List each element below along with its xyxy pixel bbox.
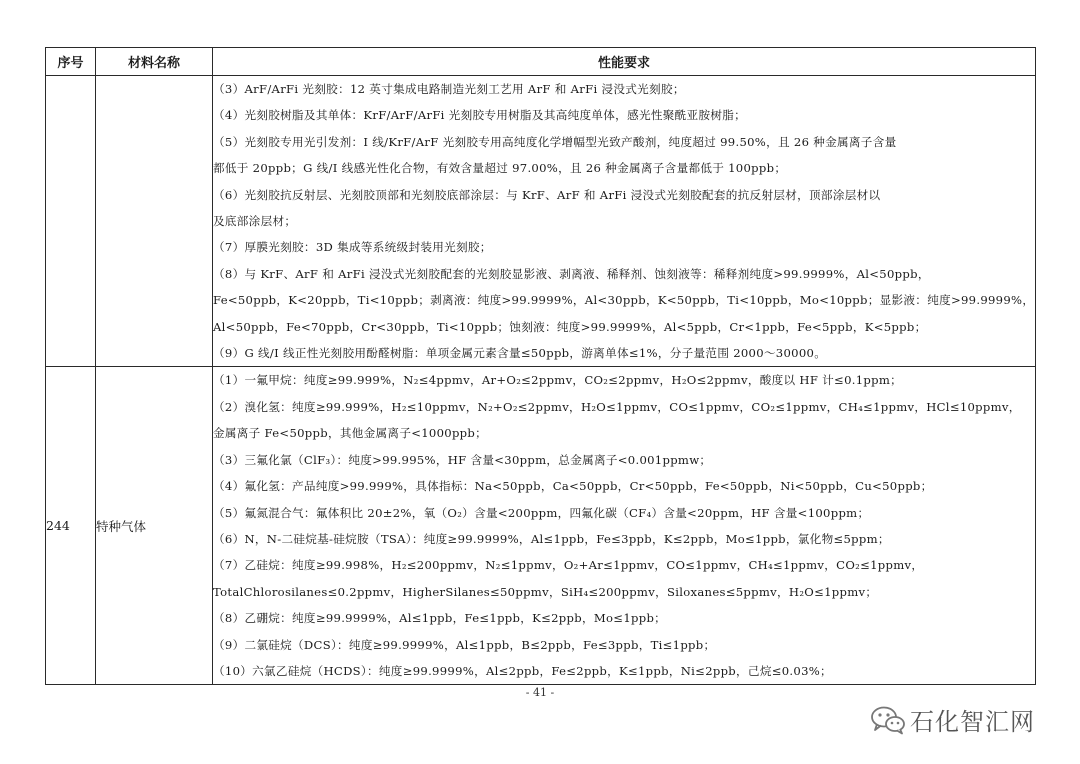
requirements-table: [45, 47, 1036, 685]
table-header-row: [46, 48, 1036, 76]
row-performance-requirements: [213, 367, 1036, 685]
requirement-line: 金属离子 Fe<50ppb，其他金属离子<1000ppb；: [213, 426, 487, 441]
requirement-line: （6）光刻胶抗反射层、光刻胶顶部和光刻胶底部涂层：与 KrF、ArF 和 ArFi 浸没式光刻胶配套的抗反射层材，顶部涂层材以: [213, 187, 881, 202]
row-serial-number: 244: [46, 367, 96, 685]
row-performance-requirements: [213, 76, 1036, 367]
header-material-name: 材料名称: [96, 48, 213, 76]
requirement-line: （4）光刻胶树脂及其单体：KrF/ArF/ArFi 光刻胶专用树脂及其高纯度单体，感光性聚酰亚胺树脂；: [213, 108, 747, 123]
header-serial-number: 序号: [46, 48, 96, 76]
requirement-line: （3）ArF/ArFi 光刻胶：12 英寸集成电路制造光刻工艺用 ArF 和 ArFi 浸没式光刻胶；: [213, 82, 685, 96]
header-performance-requirements: 性能要求: [213, 48, 1036, 76]
requirement-line: 都低于 20ppb；G 线/I 线感光性化合物，有效含量超过 97.00%，且 26 种金属离子含量都低于 100ppb；: [213, 161, 787, 176]
requirement-line: （7）厚膜光刻胶：3D 集成等系统级封装用光刻胶；: [213, 240, 492, 255]
table-row: [46, 367, 1036, 685]
watermark-text: 石化智汇网: [910, 708, 1035, 736]
row-material-name: [96, 76, 213, 367]
requirement-line: （1）一氟甲烷：纯度≥99.999%，N₂≤4ppmv，Ar+O₂≤2ppmv，CO₂≤2ppmv，H₂O≤2ppmv，酸度以 HF 计≤0.1ppm；: [213, 373, 903, 388]
row-material-name: 特种气体: [96, 367, 213, 685]
page-number: - 41 -: [525, 686, 555, 699]
requirement-line: （8）乙硼烷：纯度≥99.9999%，Al≤1ppb，Fe≤1ppb，K≤2ppb，Mo≤1ppb；: [213, 611, 667, 626]
requirement-line: （7）乙硅烷：纯度≥99.998%，H₂≤200ppmv，N₂≤1ppmv，O₂+Ar≤1ppmv，CO≤1ppmv，CH₄≤1ppmv，CO₂≤1ppmv，: [213, 558, 924, 573]
requirement-line: （9）二氯硅烷（DCS）：纯度≥99.9999%，Al≤1ppb，B≤2ppb，Fe≤3ppb，Ti≤1ppb；: [213, 637, 716, 652]
requirement-line: （6）N，N-二硅烷基-硅烷胺（TSA）：纯度≥99.9999%，Al≤1ppb，Fe≤3ppb，K≤2ppb，Mo≤1ppb，氯化物≤5ppm；: [213, 531, 890, 546]
requirement-line: （5）光刻胶专用光引发剂：I 线/KrF/ArF 光刻胶专用高纯度化学增幅型光致产酸剂，纯度超过 99.50%，且 26 种金属离子含量: [213, 134, 897, 149]
table-row: [46, 76, 1036, 367]
requirement-line: Fe<50ppb，K<20ppb，Ti<10ppb；剥离液：纯度>99.9999%，Al<30ppb，K<50ppb，Ti<10ppb，Mo<10ppb；显影液：纯度>99.9999%，: [213, 293, 1035, 308]
watermark: [870, 702, 1035, 737]
requirement-line: （5）氟氮混合气：氟体积比 20±2%，氧（O₂）含量<200ppm，四氟化碳（CF₄）含量<20ppm，HF 含量<100ppm；: [213, 505, 870, 520]
wechat-icon: [870, 705, 906, 735]
requirement-line: （10）六氯乙硅烷（HCDS）：纯度≥99.9999%，Al≤2ppb，Fe≤2ppb，K≤1ppb，Ni≤2ppb，己烷≤0.03%；: [213, 663, 832, 678]
requirement-line: （9）G 线/I 线正性光刻胶用酚醛树脂：单项金属元素含量≤50ppb，游离单体≤1%，分子量范围 2000～30000。: [213, 346, 827, 361]
requirement-line: TotalChlorosilanes≤0.2ppmv，HigherSilanes≤50ppmv，SiH₄≤200ppmv，Siloxanes≤5ppmv，H₂O≤1ppmv；: [213, 584, 878, 599]
requirement-line: Al<50ppb，Fe<70ppb，Cr<30ppb，Ti<10ppb；蚀刻液：纯度>99.9999%，Al<5ppb，Cr<1ppb，Fe<5ppb，K<5ppb；: [213, 319, 927, 334]
requirement-line: （8）与 KrF、ArF 和 ArFi 浸没式光刻胶配套的光刻胶显影液、剥离液、稀释剂、蚀刻液等：稀释剂纯度>99.9999%，Al<50ppb，: [213, 266, 930, 281]
row-serial-number: [46, 76, 96, 367]
requirement-line: （4）氟化氢：产品纯度>99.999%，具体指标：Na<50ppb，Ca<50ppb，Cr<50ppb，Fe<50ppb，Ni<50ppb，Cu<50ppb；: [213, 479, 933, 494]
requirement-line: （3）三氟化氯（ClF₃）：纯度>99.995%，HF 含量<30ppm，总金属离子<0.001ppmw；: [213, 452, 712, 467]
requirement-line: 及底部涂层材；: [213, 214, 297, 229]
requirement-line: （2）溴化氢：纯度≥99.999%，H₂≤10ppmv，N₂+O₂≤2ppmv，H₂O≤1ppmv，CO≤1ppmv，CO₂≤1ppmv，CH₄≤1ppmv，HCl≤10ppmv，: [213, 399, 1021, 414]
